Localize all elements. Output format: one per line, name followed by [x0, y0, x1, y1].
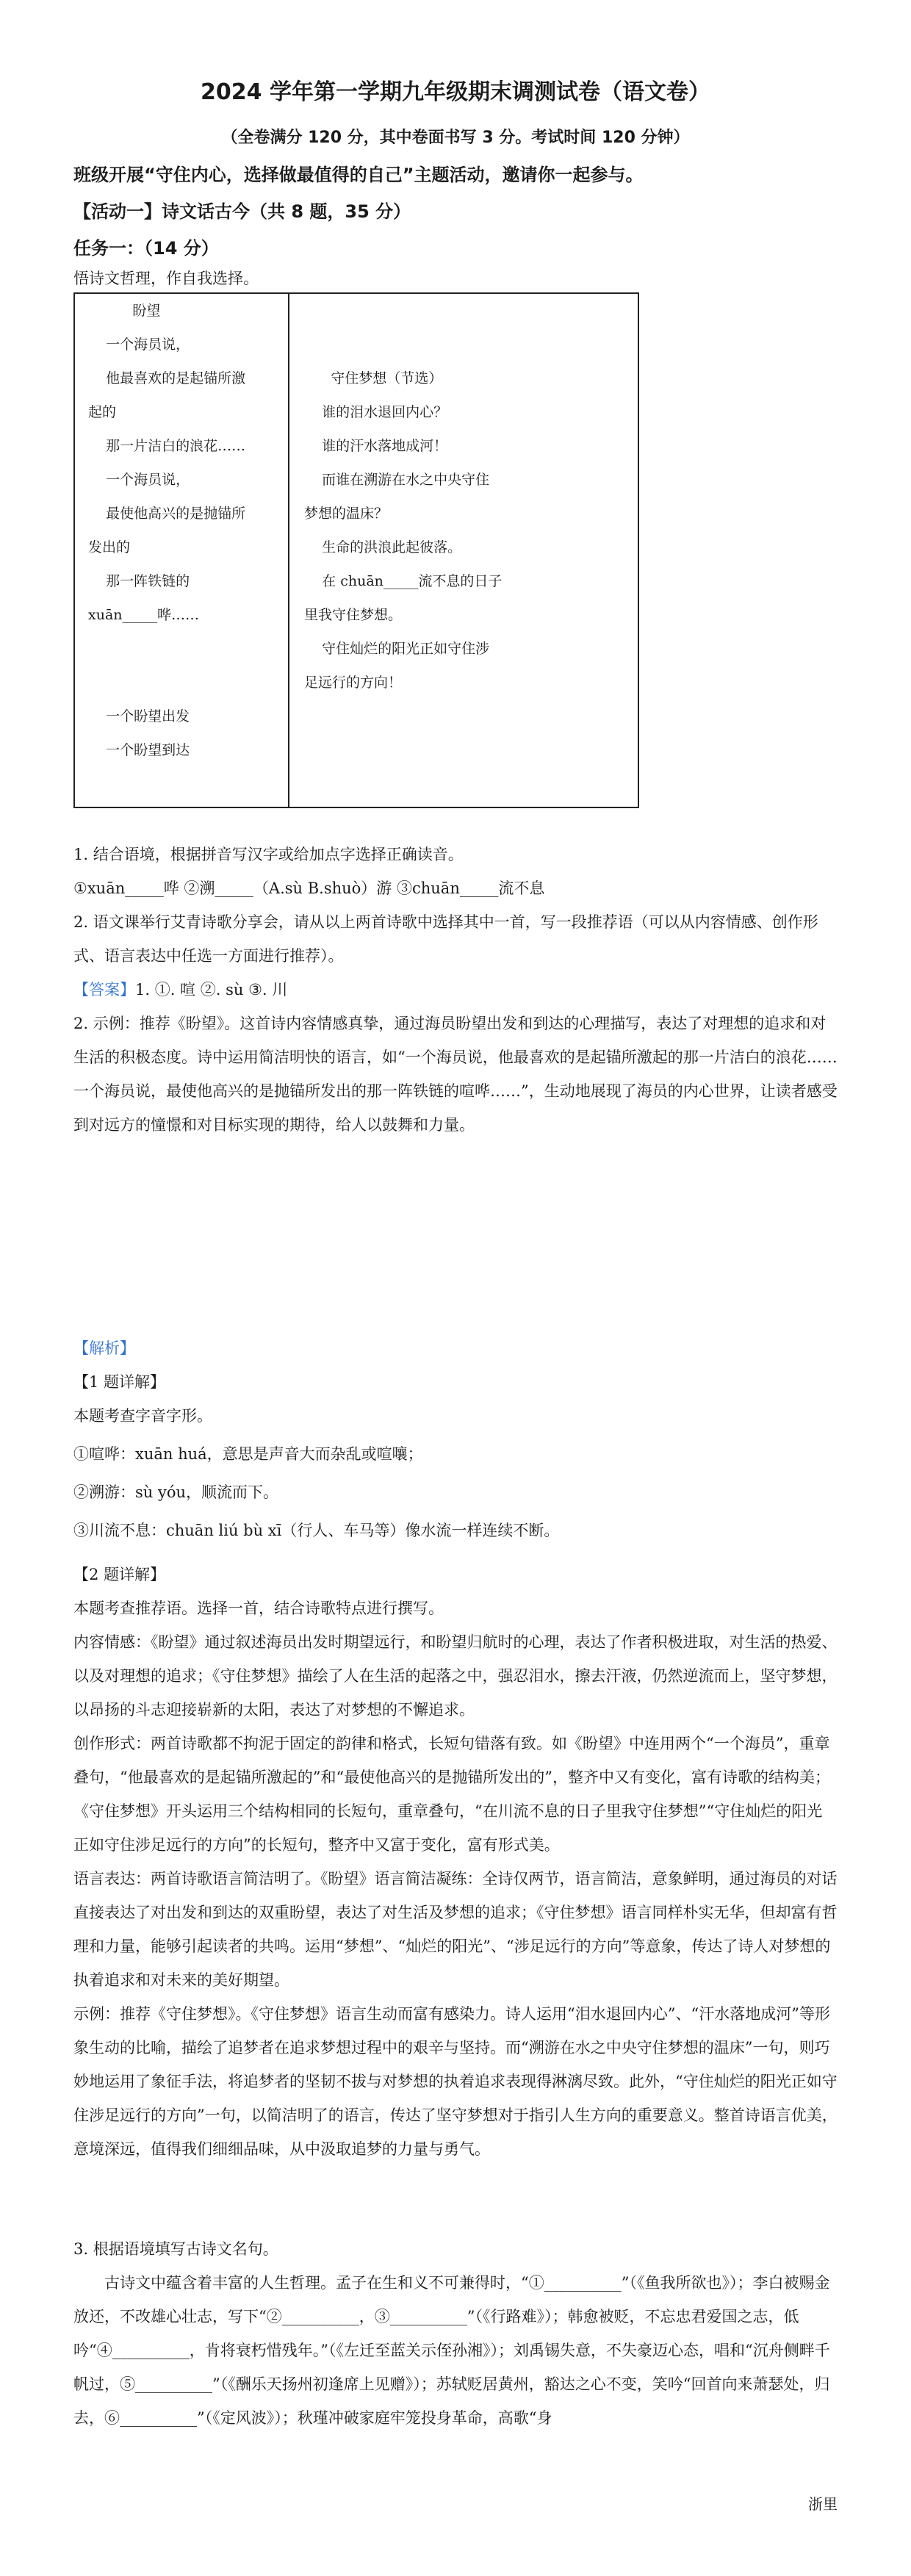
analysis-label: 【解析】: [73, 1339, 135, 1357]
answer-tag: 【答案】: [73, 981, 135, 999]
answer-q2: 2. 示例：推荐《盼望》。这首诗内容情感真挚，通过海员盼望出发和到达的心理描写，表达了对理想的追求和对生活的积极态度。诗中运用简洁明快的语言，如“一个海员说，他最喜欢的是起锚所激起的那一片洁白的浪花……一个海员说，最使他高兴的是抛锚所发出的那一阵铁链的喧哗……”，生动地展现了海员的内心世界，让读者感受到对远方的憧憬和对目标实现的期待，给人以鼓舞和力量。: [73, 1015, 838, 1134]
poem-line: 最使他高兴的是抛锚所: [88, 506, 246, 522]
poem-line: 守住梦想（节选）: [304, 370, 443, 386]
q1-detail-item: ③川流不息：chuān liú bù xī（行人、车马等）像水流一样连续不断。: [73, 1522, 560, 1539]
poem-line: 生命的洪浪此起彼落。: [304, 539, 462, 555]
question-1: 1. 结合语境，根据拼音写汉字或给加点字选择正确读音。: [73, 846, 464, 863]
poem-line: [304, 294, 627, 328]
page-title: 2024 学年第一学期九年级期末调测试卷（语文卷）: [201, 79, 710, 105]
poem-line: 那一阵铁链的: [88, 573, 190, 589]
poem-line: xuān_____哗……: [88, 607, 200, 623]
poem-line: 在 chuān_____流不息的日子: [304, 573, 503, 589]
poem-line: [88, 666, 272, 699]
q2-detail-heading: 【2 题详解】: [73, 1566, 166, 1583]
poem-line: 一个盼望出发: [88, 708, 190, 724]
q2-detail-intro: 本题考查推荐语。选择一首，结合诗歌特点进行撰写。: [73, 1600, 444, 1617]
poem-table: [73, 292, 639, 808]
activity-heading: 【活动一】诗文话古今（共 8 题，35 分）: [73, 201, 411, 222]
poem-line: 起的: [88, 404, 117, 420]
q1-detail-intro: 本题考查字音字形。: [73, 1407, 212, 1425]
poem-line: [304, 328, 627, 361]
poem-panwang: [88, 294, 272, 767]
page-subtitle: （全卷满分 120 分，其中卷面书写 3 分。考试时间 120 分钟）: [221, 129, 690, 147]
poem-line: 一个海员说，: [88, 337, 190, 353]
poem-line: 那一片洁白的浪花……: [88, 438, 246, 454]
q1-detail-item: ①喧哗：xuān huá，意思是声音大而杂乱或喧嚷；: [73, 1445, 423, 1463]
analysis-tag: [73, 1331, 838, 1365]
intro-line: 班级开展“守住内心，选择做最值得的自己”主题活动，邀请你一起参与。: [73, 165, 644, 185]
poem-line: [88, 632, 272, 666]
q2-detail-paragraph: 语言表达：两首诗歌语言简洁明了。《盼望》语言简洁凝练：全诗仅两节，语言简洁，意象鲜明，通过海员的对话直接表达了对出发和到达的双重盼望，表达了对生活及梦想的追求；《守住梦想》语言同样朴实无华，但却富有哲理和力量，能够引起读者的共鸣。运用“梦想”、“灿烂的阳光”、“涉足远行的方向”等意象，传达了诗人对梦想的执着追求和对未来的美好期望。: [73, 1870, 838, 1989]
question-3-body: 古诗文中蕴含着丰富的人生哲理。孟子在生和义不可兼得时，“①__________”（《鱼我所欲也》）；李白被赐金放还，不改雄心壮志，写下“②__________，③__________”（《行路难》）；韩愈被贬，不忘忠君爱国之志，低吟“④__________，肯将衰朽惜残年。”（《左迁至蓝关示侄孙湘》）；刘禹锡失意，不失豪迈心态，唱和“沉舟侧畔千帆过，⑤__________”（《酬乐天扬州初逢席上见赠》）；苏轼贬居黄州，豁达之心不变，笑吟“回首向来萧瑟处，归去，⑥__________”（《定风波》）；秋瑾冲破家庭牢笼投身革命，高歌“身: [73, 2274, 830, 2427]
poem-line: 谁的泪水退回内心？: [304, 404, 448, 420]
q2-detail-paragraph: 创作形式：两首诗歌都不拘泥于固定的韵律和格式，长短句错落有致。如《盼望》中连用两个“一个海员”，重章叠句，“他最喜欢的是起锚所激起的”和“最使他高兴的是抛锚所发出的”，整齐中又有变化，富有诗歌的结构美；《守住梦想》开头运用三个结构相同的长短句，重章叠句，“在川流不息的日子里我守住梦想”“守住灿烂的阳光正如守住涉足远行的方向”的长短句，整齐中又富于变化，富有形式美。: [73, 1735, 830, 1854]
poem-line: 梦想的温床？: [304, 506, 389, 522]
question-1-options: ①xuān_____哗 ②溯_____（A.sù B.shuò）游 ③chuān_____流不息: [73, 879, 545, 897]
poem-shouzhu-mengxiang: [304, 294, 627, 699]
q2-detail-paragraphs: [73, 1625, 838, 2166]
poem-line: 谁的汗水落地成河！: [304, 438, 448, 454]
poem-line: 里我守住梦想。: [304, 607, 403, 623]
task-prompt: 悟诗文哲理，作自我选择。: [73, 270, 259, 287]
poem-line: 一个盼望到达: [88, 742, 190, 758]
q1-detail-items: [73, 1437, 838, 1552]
poem-line: 一个海员说，: [88, 472, 190, 488]
poem-line: 他最喜欢的是起锚所激: [88, 370, 246, 386]
poem-line: 盼望: [88, 303, 161, 319]
footer-brand: 浙里: [808, 2495, 838, 2513]
poem-table-divider: [288, 294, 289, 807]
question-2: 2. 语文课举行艾青诗歌分享会，请从以上两首诗歌中选择其中一首，写一段推荐语（可以从内容情感、创作形式、语言表达中任选一方面进行推荐）。: [73, 913, 818, 965]
q2-detail-paragraph: 内容情感：《盼望》通过叙述海员出发时期望远行，和盼望归航时的心理，表达了作者积极进取，对生活的热爱、以及对理想的追求；《守住梦想》描绘了人在生活的起落之中，强忍泪水，擦去汗液，仍然逆流而上，坚守梦想，以昂扬的斗志迎接崭新的太阳，表达了对梦想的不懈追求。: [73, 1633, 838, 1719]
poem-line: 守住灿烂的阳光正如守住涉: [304, 641, 490, 657]
q1-detail-item: ②溯游：sù yóu，顺流而下。: [73, 1483, 279, 1501]
question-3: 3. 根据语境填写古诗文名句。: [73, 2240, 278, 2258]
q2-detail-paragraph: 示例：推荐《守住梦想》。《守住梦想》语言生动而富有感染力。诗人运用“泪水退回内心”、“汗水落地成河”等形象生动的比喻，描绘了追梦者在追求梦想过程中的艰辛与坚持。而“溯游在水之中央守住梦想的温床”一句，则巧妙地运用了象征手法，将追梦者的坚韧不拔与对梦想的执着追求表现得淋漓尽致。此外，“守住灿烂的阳光正如守住涉足远行的方向”一句，以简洁明了的语言，传达了坚守梦想对于指引人生方向的重要意义。整首诗语言优美，意境深远，值得我们细细品味，从中汲取追梦的力量与勇气。: [73, 2005, 838, 2158]
answer-q1: 1. ①. 喧 ②. sù ③. 川: [135, 981, 288, 999]
task-heading: 任务一：（14 分）: [73, 238, 219, 259]
poem-line: 足远行的方向！: [304, 674, 403, 691]
answer-line: [73, 973, 838, 1007]
poem-line: 发出的: [88, 539, 131, 555]
q1-detail-heading: 【1 题详解】: [73, 1373, 166, 1391]
poem-line: 而谁在溯游在水之中央守住: [304, 472, 490, 488]
